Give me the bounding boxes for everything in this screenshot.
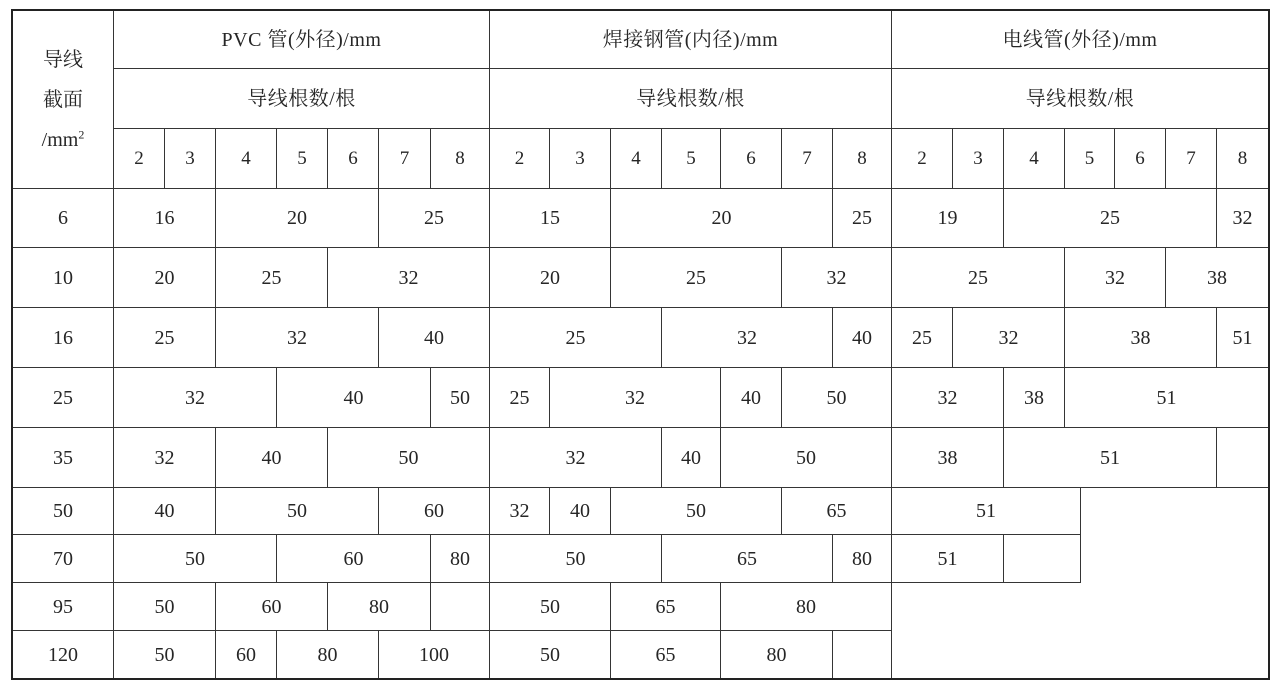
pvc-wire-count-header: 3: [164, 128, 216, 189]
pvc-size-cell: 50: [327, 427, 490, 488]
steel-size-cell: 65: [610, 630, 721, 679]
conduit-wire-count-header: 6: [1114, 128, 1166, 189]
steel-size-cell: 50: [720, 427, 892, 488]
conduit-size-cell: 51: [891, 534, 1004, 583]
steel-wire-count-subheader: 导线根数/根: [489, 68, 892, 129]
steel-wire-count-header: 3: [549, 128, 611, 189]
pvc-size-cell: 50: [113, 630, 216, 679]
conduit-size-cell: 32: [952, 307, 1065, 368]
steel-size-cell: [832, 630, 892, 679]
steel-size-cell: 50: [610, 487, 782, 535]
section-cell: 16: [12, 307, 114, 368]
steel-size-cell: 25: [610, 247, 782, 308]
conduit-size-cell: 25: [1003, 188, 1217, 248]
pvc-size-cell: 32: [113, 367, 277, 428]
pvc-size-cell: 80: [276, 630, 379, 679]
pvc-size-cell: 60: [378, 487, 490, 535]
conduit-wire-count-header: 8: [1216, 128, 1269, 189]
steel-size-cell: 50: [781, 367, 892, 428]
steel-wire-count-header: 5: [661, 128, 721, 189]
steel-size-cell: 15: [489, 188, 611, 248]
steel-size-cell: 80: [832, 534, 892, 583]
section-header-unit: [42, 120, 85, 160]
conduit-size-cell: 51: [891, 487, 1081, 535]
pvc-size-cell: 80: [430, 534, 490, 583]
pvc-size-cell: 60: [215, 582, 328, 631]
section-cell: 6: [12, 188, 114, 248]
section-cell: 70: [12, 534, 114, 583]
pvc-wire-count-header: 5: [276, 128, 328, 189]
conduit-size-cell: 32: [1216, 188, 1269, 248]
pvc-group-title: PVC 管(外径)/mm: [113, 10, 490, 69]
conduit-size-cell: 51: [1216, 307, 1269, 368]
pvc-wire-count-header: 8: [430, 128, 490, 189]
conduit-size-cell: 25: [891, 247, 1065, 308]
pvc-size-cell: 32: [327, 247, 490, 308]
pvc-size-cell: 50: [113, 582, 216, 631]
pvc-wire-count-subheader: 导线根数/根: [113, 68, 490, 129]
conduit-size-cell: 32: [1064, 247, 1166, 308]
pvc-size-cell: 25: [215, 247, 328, 308]
steel-size-cell: 32: [489, 487, 550, 535]
conduit-size-cell: 25: [891, 307, 953, 368]
conduit-size-cell: 38: [1064, 307, 1217, 368]
conduit-wire-count-header: 7: [1165, 128, 1217, 189]
pvc-size-cell: 25: [113, 307, 216, 368]
steel-size-cell: 32: [489, 427, 662, 488]
pvc-size-cell: 60: [276, 534, 431, 583]
conduit-wire-count-header: 5: [1064, 128, 1115, 189]
steel-size-cell: 65: [781, 487, 892, 535]
steel-size-cell: 20: [489, 247, 611, 308]
steel-size-cell: 25: [832, 188, 892, 248]
steel-wire-count-header: 7: [781, 128, 833, 189]
steel-size-cell: 25: [489, 307, 662, 368]
pvc-wire-count-header: 6: [327, 128, 379, 189]
steel-size-cell: 65: [661, 534, 833, 583]
steel-size-cell: 40: [720, 367, 782, 428]
pvc-size-cell: 25: [378, 188, 490, 248]
conduit-size-cell: [1216, 427, 1269, 488]
conduit-group-title: 电线管(外径)/mm: [891, 10, 1269, 69]
conduit-size-cell: 38: [1165, 247, 1269, 308]
section-cell: 95: [12, 582, 114, 631]
steel-size-cell: 50: [489, 582, 611, 631]
pvc-size-cell: 20: [215, 188, 379, 248]
steel-size-cell: 65: [610, 582, 721, 631]
conduit-wire-count-header: 4: [1003, 128, 1065, 189]
conduit-wire-count-subheader: 导线根数/根: [891, 68, 1269, 129]
conduit-size-cell: 38: [1003, 367, 1065, 428]
section-cell: 10: [12, 247, 114, 308]
pvc-size-cell: 40: [276, 367, 431, 428]
pvc-wire-count-header: 2: [113, 128, 165, 189]
steel-wire-count-header: 6: [720, 128, 782, 189]
pvc-size-cell: 50: [430, 367, 490, 428]
section-cell: 120: [12, 630, 114, 679]
steel-size-cell: 80: [720, 582, 892, 631]
steel-size-cell: 40: [832, 307, 892, 368]
pvc-size-cell: 20: [113, 247, 216, 308]
steel-wire-count-header: 8: [832, 128, 892, 189]
conduit-size-cell: [1003, 534, 1081, 583]
section-header-line: 截面: [43, 88, 83, 111]
steel-size-cell: 80: [720, 630, 833, 679]
steel-wire-count-header: 2: [489, 128, 550, 189]
steel-size-cell: 20: [610, 188, 833, 248]
steel-size-cell: 32: [549, 367, 721, 428]
steel-size-cell: 32: [781, 247, 892, 308]
pvc-size-cell: 40: [378, 307, 490, 368]
steel-group-title: 焊接钢管(内径)/mm: [489, 10, 892, 69]
conduit-size-cell: 32: [891, 367, 1004, 428]
conduit-wire-count-header: 2: [891, 128, 953, 189]
section-cell: 50: [12, 487, 114, 535]
steel-size-cell: 32: [661, 307, 833, 368]
conduit-wire-count-header: 3: [952, 128, 1004, 189]
section-header-line: 导线: [43, 48, 83, 71]
pvc-size-cell: 50: [113, 534, 277, 583]
pvc-wire-count-header: 7: [378, 128, 431, 189]
pvc-size-cell: 80: [327, 582, 431, 631]
conduit-size-cell: 51: [1064, 367, 1269, 428]
steel-size-cell: 40: [549, 487, 611, 535]
pvc-size-cell: 16: [113, 188, 216, 248]
pvc-size-cell: [430, 582, 490, 631]
pvc-wire-count-header: 4: [215, 128, 277, 189]
steel-size-cell: 50: [489, 630, 611, 679]
steel-wire-count-header: 4: [610, 128, 662, 189]
steel-size-cell: 50: [489, 534, 662, 583]
pvc-size-cell: 40: [113, 487, 216, 535]
section-header: [12, 10, 114, 189]
conduit-size-cell: 51: [1003, 427, 1217, 488]
section-header-unit-superscript: 2: [78, 126, 85, 141]
section-cell: 35: [12, 427, 114, 488]
pvc-size-cell: 100: [378, 630, 490, 679]
steel-size-cell: 40: [661, 427, 721, 488]
pvc-size-cell: 50: [215, 487, 379, 535]
pvc-size-cell: 32: [113, 427, 216, 488]
pvc-size-cell: 60: [215, 630, 277, 679]
section-cell: 25: [12, 367, 114, 428]
section-header-unit-text: /mm: [41, 128, 79, 151]
pvc-size-cell: 40: [215, 427, 328, 488]
steel-size-cell: 25: [489, 367, 550, 428]
pvc-size-cell: 32: [215, 307, 379, 368]
conduit-size-cell: 38: [891, 427, 1004, 488]
conduit-size-cell: 19: [891, 188, 1004, 248]
